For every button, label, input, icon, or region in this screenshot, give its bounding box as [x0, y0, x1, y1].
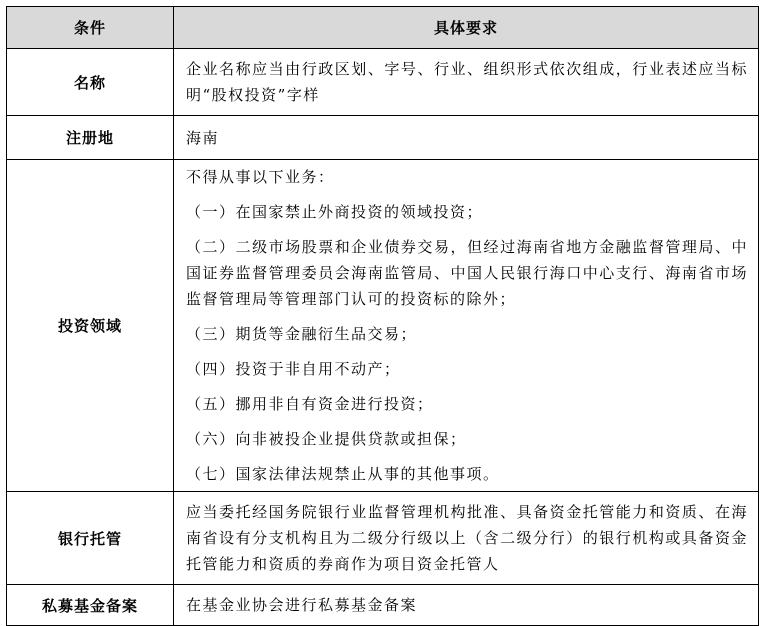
row-content-registration [174, 116, 759, 160]
table-header [7, 7, 759, 49]
row-label-fund-filing: 私募基金备案 [7, 585, 174, 626]
row-content-bank-custody [174, 492, 759, 585]
row-label-name: 名称 [7, 49, 174, 116]
content-paragraph: 不得从事以下业务： [186, 168, 335, 186]
header-condition: 条件 [7, 7, 174, 49]
table-row [7, 116, 759, 160]
row-content-name [174, 49, 759, 116]
row-content-investment-scope [174, 160, 759, 492]
content-list-item: （二）二级市场股票和企业债券交易，但经过海南省地方金融监督管理局、中国证券监督管理委员会海南监管局、中国人民银行海口中心支行、海南省市场监督管理局等管理部门认可的投资标的除外； [186, 238, 748, 308]
content-paragraph: 企业名称应当由行政区划、字号、行业、组织形式依次组成，行业表述应当标明“股权投资”字样 [186, 60, 748, 104]
requirements-table [6, 6, 759, 626]
content-list-item: （四）投资于非自用不动产； [186, 360, 401, 378]
content-list-item: （七）国家法律法规禁止从事的其他事项。 [186, 465, 500, 483]
table-body [7, 49, 759, 626]
content-list-item: （一）在国家禁止外商投资的领域投资； [186, 203, 484, 221]
content-list-item: （六）向非被投企业提供贷款或担保； [186, 430, 467, 448]
content-paragraph: 应当委托经国务院银行业监督管理机构批准、具备资金托管能力和资质、在海南省设有分支机构且为二级分行级以上（含二级分行）的银行机构或具备资金托管能力和资质的券商作为项目资金托管人 [186, 503, 748, 573]
content-list-item: （五）挪用非自有资金进行投资； [186, 395, 434, 413]
content-paragraph: 海南 [186, 128, 220, 147]
row-label-bank-custody: 银行托管 [7, 492, 174, 585]
header-row [7, 7, 759, 49]
row-label-registration: 注册地 [7, 116, 174, 160]
row-content-fund-filing [174, 585, 759, 626]
header-requirements: 具体要求 [174, 7, 759, 49]
table-row [7, 585, 759, 626]
table-row [7, 49, 759, 116]
table-row [7, 492, 759, 585]
table-row [7, 160, 759, 492]
content-list-item: （三）期货等金融衍生品交易； [186, 325, 418, 343]
content-paragraph: 在基金业协会进行私募基金备案 [186, 596, 418, 614]
row-label-investment-scope: 投资领域 [7, 160, 174, 492]
